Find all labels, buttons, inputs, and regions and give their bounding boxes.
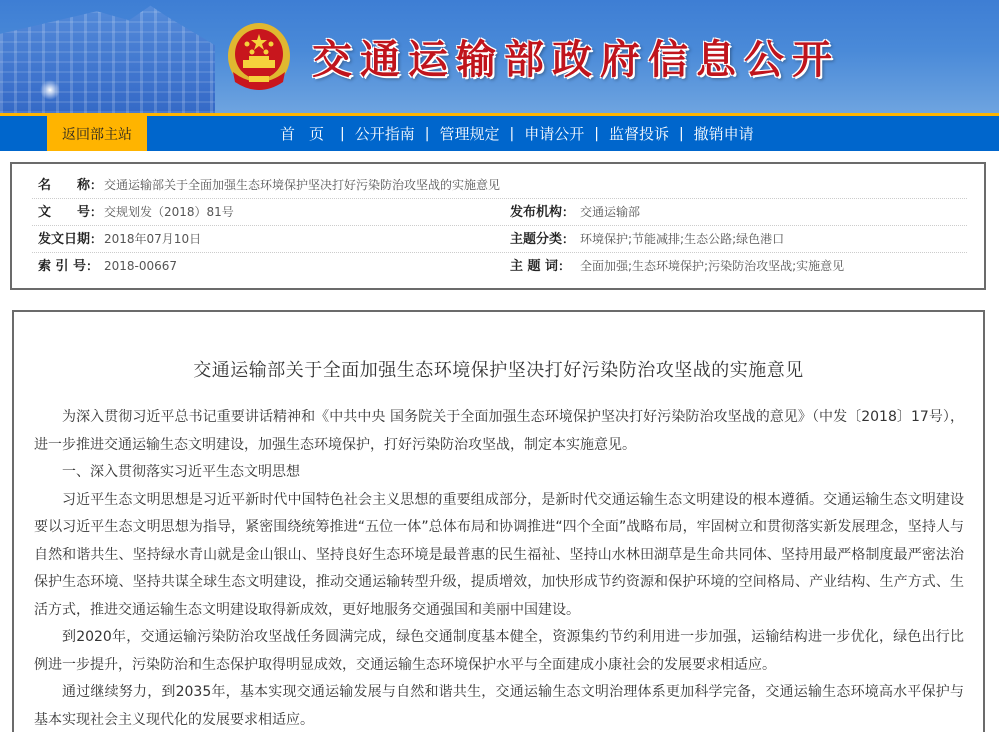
nav-item-regulations[interactable]: 管理规定 (439, 125, 500, 143)
main-navbar (0, 113, 999, 151)
article-body (34, 404, 964, 732)
article-paragraph: 习近平生态文明思想是习近平新时代中国特色社会主义思想的重要组成部分，是新时代交通运输生态文明建设的根本遵循。交通运输生态文明建设要以习近平生态文明思想为指导，紧密围绕统筹推进“五位一体”总体布局和协调推进“四个全面”战略布局，牢固树立和贯彻落实新发展理念，坚持人与自然和谐共生、坚持绿水青山就是金山银山、坚持良好生态环境是最普惠的民生福祉、坚持山水林田湖草是生命共同体、坚持用最严格制度最严密法治保护生态环境、坚持共谋全球生态文明建设，推动交通运输转型升级，提质增效，加快形成节约资源和保护环境的空间格局、产业结构、生产方式、生活方式，推进交通运输生态文明建设取得新成效，更好地服务交通强国和美丽中国建设。 (34, 491, 964, 618)
publisher-label: 发布机构 (510, 205, 563, 220)
nav-separator: | (424, 125, 430, 142)
meta-row-name: 名 称： 交通运输部关于全面加强生态环境保护坚决打好污染防治攻坚战的实施意见 (32, 172, 967, 199)
category-value: 环境保护;节能减排;生态公路;绿色港口 (580, 232, 785, 246)
nav-item-revoke[interactable]: 撤销申请 (693, 125, 754, 143)
nav-separator: | (594, 125, 599, 142)
article-container (12, 310, 985, 732)
light-flare (40, 80, 60, 100)
site-title: 交通运输部政府信息公开 (312, 37, 840, 83)
nav-links (272, 116, 762, 151)
keywords-label: 主 题 词 (510, 259, 559, 274)
article-paragraph: 为深入贯彻习近平总书记重要讲话精神和《中共中央 国务院关于全面加强生态环境保护坚决打好污染防治攻坚战的意见》（中发〔2018〕17号），进一步推进交通运输生态文明建设，加强生态环境保护，打好污染防治攻坚战，制定本实施意见。 (34, 409, 964, 453)
date-value: 2018年07月10日 (104, 232, 202, 246)
doc-number-value: 交规划发（2018）81号 (104, 205, 234, 219)
section-heading: 一、深入贯彻落实习近平生态文明思想 (62, 464, 300, 480)
nav-item-home[interactable]: 首页 (280, 125, 339, 143)
building-image (0, 0, 215, 113)
keywords-value: 全面加强;生态环境保护;污染防治攻坚战;实施意见 (580, 259, 845, 273)
category-label: 主题分类 (510, 232, 563, 247)
document-metadata (10, 162, 986, 290)
index-label: 索 引 号 (38, 259, 87, 274)
nav-item-complaints[interactable]: 监督投诉 (608, 125, 669, 143)
doc-number-label: 文 号 (38, 205, 91, 220)
meta-row-date: 发文日期： 2018年07月10日 主题分类： 环境保护;节能减排;生态公路;绿色港口 (32, 226, 967, 253)
nav-separator: | (678, 125, 684, 142)
meta-row-docno: 文 号： 交规划发（2018）81号 发布机构： 交通运输部 (32, 199, 967, 226)
nav-separator: | (509, 125, 515, 142)
name-label: 名 称 (38, 178, 91, 193)
date-label: 发文日期 (38, 232, 91, 247)
article-title: 交通运输部关于全面加强生态环境保护坚决打好污染防治攻坚战的实施意见 (193, 360, 804, 381)
article-paragraph: 通过继续努力，到2035年，基本实现交通运输发展与自然和谐共生，交通运输生态文明治理体系更加科学完备，交通运输生态环境高水平保护与基本实现社会主义现代化的发展要求相适应。 (34, 684, 964, 728)
nav-item-guide[interactable]: 公开指南 (354, 125, 415, 143)
article-paragraph: 到2020年，交通运输污染防治攻坚战任务圆满完成，绿色交通制度基本健全，资源集约节约利用进一步加强，运输结构进一步优化，绿色出行比例进一步提升，污染防治和生态保护取得明显成效，交通运输生态环境保护水平与全面建成小康社会的发展要求相适应。 (34, 629, 964, 673)
back-to-main-site-button[interactable]: 返回部主站 (47, 116, 147, 151)
name-value: 交通运输部关于全面加强生态环境保护坚决打好污染防治攻坚战的实施意见 (104, 178, 501, 192)
index-value: 2018-00667 (104, 259, 178, 273)
nav-item-apply[interactable]: 申请公开 (524, 125, 585, 143)
publisher-value: 交通运输部 (580, 205, 641, 219)
header-banner (0, 0, 999, 113)
nav-separator: | (340, 125, 345, 142)
national-emblem-icon (227, 22, 291, 94)
meta-row-index: 索 引 号： 2018-00667 主 题 词： 全面加强;生态环境保护;污染防治攻坚战;实施意见 (32, 253, 967, 280)
